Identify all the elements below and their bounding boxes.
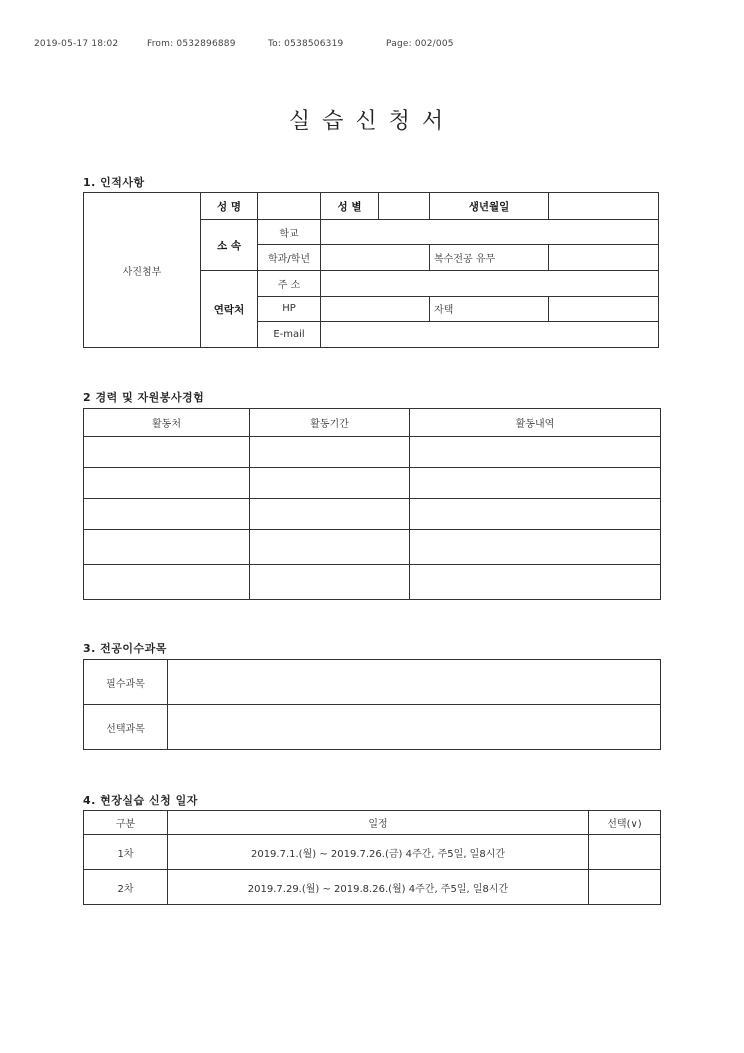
photo-label: 사진첨부 [122, 266, 162, 278]
activity-period-field[interactable] [250, 437, 410, 468]
page-title: 실습신청서 [288, 109, 456, 134]
activity-period-field[interactable] [250, 499, 410, 530]
name-field[interactable] [258, 193, 321, 220]
round-1-select-checkbox[interactable] [589, 835, 661, 870]
activity-place-field[interactable] [84, 468, 250, 499]
school-field[interactable] [321, 220, 659, 245]
name-label: 성 명 [201, 193, 258, 220]
activity-details-field[interactable] [410, 437, 661, 468]
table-row [84, 835, 661, 870]
round-1-schedule: 2019.7.1.(월) ~ 2019.7.26.(금) 4주간, 주5일, 일8시간 [168, 835, 589, 870]
home-phone-label: 자택 [430, 296, 549, 321]
table-row [84, 870, 661, 905]
personal-info-table [83, 192, 659, 348]
home-phone-field[interactable] [549, 296, 659, 321]
courses-table [83, 659, 661, 750]
activity-place-field[interactable] [84, 499, 250, 530]
fax-to: To: 0538506319 [268, 39, 344, 49]
activity-period-field[interactable] [250, 530, 410, 565]
required-courses-label: 필수과목 [84, 660, 168, 705]
photo-cell[interactable] [84, 193, 201, 348]
round-2-select-checkbox[interactable] [589, 870, 661, 905]
col-activity-period: 활동기간 [250, 409, 410, 437]
activity-place-field[interactable] [84, 437, 250, 468]
activity-period-field[interactable] [250, 468, 410, 499]
birth-field[interactable] [549, 193, 659, 220]
activity-details-field[interactable] [410, 499, 661, 530]
activity-place-field[interactable] [84, 565, 250, 600]
col-select: 선택(∨) [589, 811, 661, 835]
section3-heading: 3. 전공이수과목 [83, 642, 167, 655]
schedule-table [83, 810, 661, 905]
dept-year-label: 학과/학년 [258, 245, 321, 271]
double-major-field[interactable] [549, 245, 659, 271]
fax-date: 2019-05-17 18:02 [34, 39, 119, 49]
elective-courses-label: 선택과목 [84, 705, 168, 750]
round-2-schedule: 2019.7.29.(월) ~ 2019.8.26.(월) 4주간, 주5일, 일8시간 [168, 870, 589, 905]
col-schedule: 일정 [168, 811, 589, 835]
col-activity-details: 활동내역 [410, 409, 661, 437]
double-major-label: 복수전공 유무 [430, 245, 549, 271]
gender-label: 성 별 [321, 193, 379, 220]
section4-heading: 4. 현장실습 신청 일자 [83, 794, 198, 807]
dept-year-field[interactable] [321, 245, 430, 271]
round-1-label: 1차 [84, 835, 168, 870]
elective-courses-field[interactable] [168, 705, 661, 750]
fax-page: Page: 002/005 [386, 39, 454, 49]
email-label: E-mail [258, 321, 321, 347]
table-row [84, 499, 661, 530]
address-label: 주 소 [258, 271, 321, 296]
birth-label: 생년월일 [430, 193, 549, 220]
table-row [84, 468, 661, 499]
experience-table [83, 408, 661, 600]
table-row [84, 437, 661, 468]
activity-period-field[interactable] [250, 565, 410, 600]
activity-place-field[interactable] [84, 530, 250, 565]
email-field[interactable] [321, 321, 659, 347]
activity-details-field[interactable] [410, 468, 661, 499]
required-courses-field[interactable] [168, 660, 661, 705]
activity-details-field[interactable] [410, 565, 661, 600]
hp-label: HP [258, 296, 321, 321]
section2-heading: 2 경력 및 자원봉사경험 [83, 391, 205, 404]
table-row [84, 565, 661, 600]
section1-heading: 1. 인적사항 [83, 176, 145, 189]
fax-from: From: 0532896889 [147, 39, 236, 49]
round-2-label: 2차 [84, 870, 168, 905]
table-row [84, 530, 661, 565]
gender-field[interactable] [379, 193, 430, 220]
address-field[interactable] [321, 271, 659, 296]
activity-details-field[interactable] [410, 530, 661, 565]
col-activity-place: 활동처 [84, 409, 250, 437]
hp-field[interactable] [321, 296, 430, 321]
contact-label: 연락처 [201, 271, 258, 348]
col-round: 구분 [84, 811, 168, 835]
affiliation-label: 소 속 [201, 220, 258, 271]
school-label: 학교 [258, 220, 321, 245]
